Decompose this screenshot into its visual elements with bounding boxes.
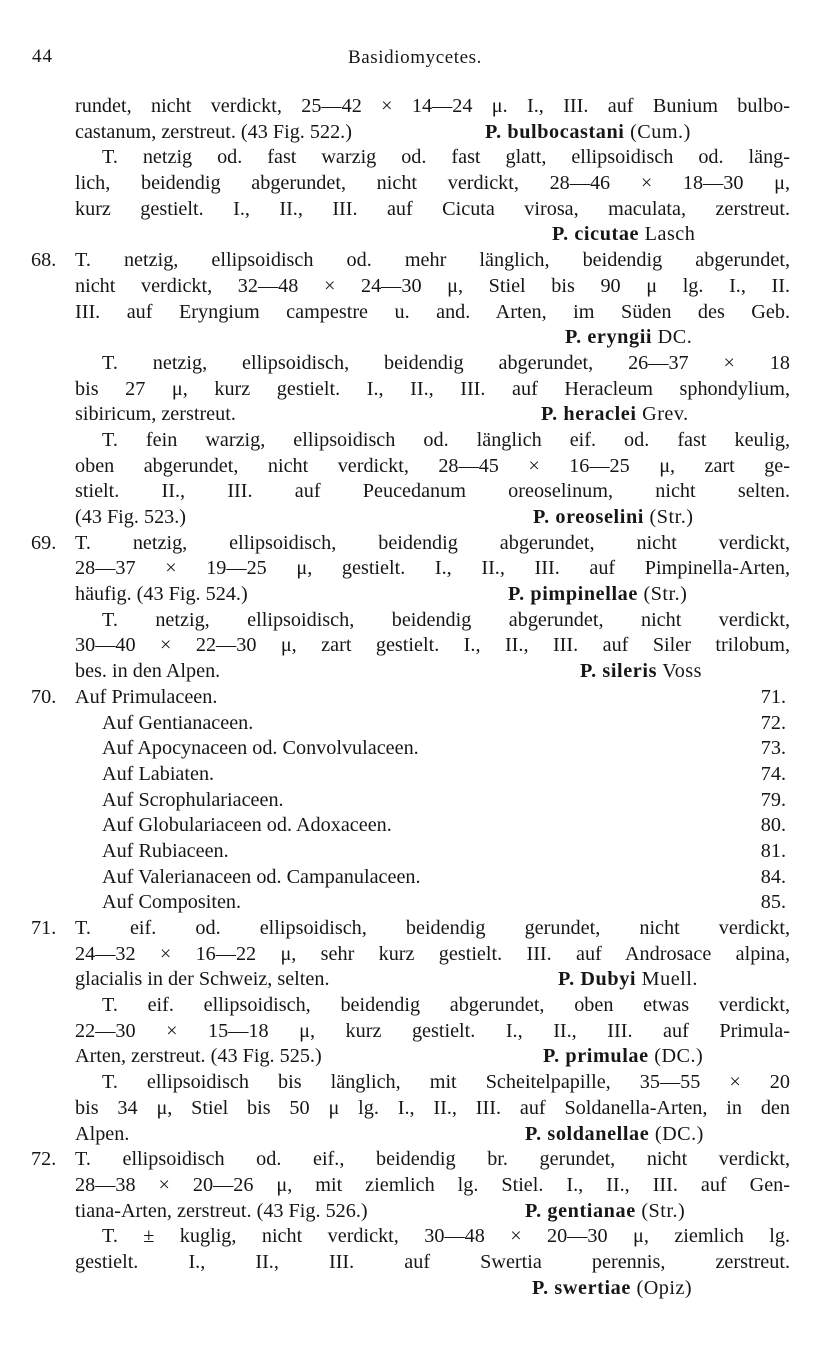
text-line	[0, 351, 830, 377]
description-text: oben abgerundet, nicht verdickt, 28—45 × 16—25 μ, zart ge-	[75, 454, 790, 477]
host-family-label: Auf Compositen.	[102, 891, 242, 914]
host-family-label: Auf Valerianaceen od. Campanulaceen.	[102, 865, 421, 888]
text-line	[0, 454, 830, 480]
species-author: Lasch	[639, 223, 696, 246]
couplet-reference: 71.	[760, 685, 786, 708]
text-line	[0, 479, 830, 505]
text-line	[0, 1224, 830, 1250]
description-text: sibiricum, zerstreut.	[75, 403, 236, 426]
species-binomial: P. oreoselini	[533, 506, 644, 528]
species-author: (Str.)	[635, 1199, 686, 1222]
text-line	[0, 608, 830, 634]
species-name	[543, 1044, 703, 1070]
species-binomial: P. soldanellae	[525, 1122, 650, 1145]
text-line	[0, 685, 830, 711]
text-line	[0, 993, 830, 1019]
text-line	[0, 1199, 830, 1225]
description-text: häufig. (43 Fig. 524.)	[75, 583, 248, 606]
species-author: Voss	[657, 660, 702, 683]
host-family-label: Auf Rubiaceen.	[102, 839, 229, 862]
text-line	[0, 942, 830, 968]
couplet-reference: 72.	[760, 711, 786, 734]
text-line	[0, 1070, 830, 1096]
text-line	[0, 890, 830, 916]
species-binomial: P. pimpinellae	[508, 583, 638, 606]
text-line	[0, 222, 830, 248]
species-name	[508, 582, 687, 608]
description-text: T. netzig, ellipsoidisch od. mehr länglich, beidendig abgerundet,	[75, 249, 790, 272]
text-line	[0, 145, 830, 171]
description-text: bis 27 μ, kurz gestielt. I., II., III. auf Heracleum sphondylium,	[75, 377, 790, 400]
text-line	[0, 325, 830, 351]
text-line	[0, 531, 830, 557]
species-name	[580, 659, 702, 685]
text-line	[0, 788, 830, 814]
species-author: Grev.	[636, 403, 689, 426]
host-family-label: Auf Labiaten.	[102, 762, 215, 785]
text-line	[0, 505, 830, 531]
running-title: Basidiomycetes.	[347, 47, 483, 68]
description-text: 28—37 × 19—25 μ, gestielt. I., II., III. auf Pimpinella-Arten,	[75, 557, 790, 580]
species-binomial: P. bulbocastani	[485, 120, 625, 143]
description-text: gestielt. I., II., III. auf Swertia perennis, zerstreut.	[75, 1250, 790, 1273]
description-text: castanum, zerstreut. (43 Fig. 522.)	[75, 120, 352, 143]
species-binomial: P. cicutae	[552, 223, 640, 246]
text-line	[0, 274, 830, 300]
description-text: T. ellipsoidisch od. eif., beidendig br. gerundet, nicht verdickt,	[75, 1148, 790, 1171]
couplet-reference: 73.	[760, 737, 786, 760]
text-line	[0, 1096, 830, 1122]
text-line	[0, 248, 830, 274]
host-family-label: Auf Apocynaceen od. Convolvulaceen.	[102, 737, 419, 760]
description-text: nicht verdickt, 32—48 × 24—30 μ, Stiel bis 90 μ lg. I., II.	[75, 274, 790, 297]
host-family-label: Auf Gentianaceen.	[102, 711, 254, 734]
species-binomial: P. sileris	[580, 660, 658, 683]
species-author: (DC.)	[648, 1045, 704, 1068]
species-name	[525, 1122, 704, 1148]
species-name	[558, 967, 698, 993]
species-author: (DC.)	[649, 1122, 704, 1145]
species-binomial: P. primulae	[543, 1045, 649, 1068]
description-text: 24—32 × 16—22 μ, sehr kurz gestielt. III. auf Androsace alpina,	[75, 942, 790, 965]
page-number: 44	[32, 46, 53, 67]
description-text: lich, beidendig abgerundet, nicht verdickt, 28—46 × 18—30 μ,	[75, 172, 790, 195]
species-binomial: P. Dubyi	[558, 968, 637, 991]
description-text: stielt. II., III. auf Peucedanum oreoselinum, nicht selten.	[75, 480, 790, 503]
description-text: T. netzig, ellipsoidisch, beidendig abgerundet, 26—37 × 18	[102, 351, 790, 374]
text-line	[0, 556, 830, 582]
text-line	[0, 120, 830, 146]
description-text: bis 34 μ, Stiel bis 50 μ lg. I., II., III. auf Soldanella-Arten, in den	[75, 1096, 790, 1119]
couplet-number: 72.	[31, 1148, 57, 1171]
text-line	[0, 197, 830, 223]
text-line	[0, 711, 830, 737]
text-line	[0, 582, 830, 608]
couplet-number: 71.	[31, 917, 57, 939]
description-text: T. ellipsoidisch bis länglich, mit Scheitelpapille, 35—55 × 20	[102, 1071, 790, 1094]
text-line	[0, 916, 830, 942]
host-family-label: Auf Globulariaceen od. Adoxaceen.	[102, 814, 392, 837]
species-binomial: P. eryngii	[565, 326, 653, 349]
species-name	[533, 505, 693, 531]
description-text: kurz gestielt. I., II., III. auf Cicuta virosa, maculata, zerstreut.	[75, 197, 790, 220]
host-family-label: Auf Primulaceen.	[75, 685, 218, 708]
description-text: bes. in den Alpen.	[75, 660, 221, 683]
text-line	[0, 377, 830, 403]
species-binomial: P. swertiae	[532, 1276, 631, 1299]
text-line	[0, 1044, 830, 1070]
couplet-reference: 84.	[760, 865, 786, 888]
description-text: Alpen.	[75, 1122, 130, 1145]
species-author: DC.	[652, 326, 693, 349]
description-text: III. auf Eryngium campestre u. and. Arten, im Süden des Geb.	[75, 300, 790, 323]
couplet-reference: 85.	[760, 891, 786, 914]
description-text: Arten, zerstreut. (43 Fig. 525.)	[75, 1045, 322, 1068]
text-line	[0, 94, 830, 120]
host-family-label: Auf Scrophulariaceen.	[102, 788, 284, 811]
description-text: T. netzig, ellipsoidisch, beidendig abgerundet, nicht verdickt,	[75, 531, 790, 554]
description-text: T. ± kuglig, nicht verdickt, 30—48 × 20—30 μ, ziemlich lg.	[102, 1225, 790, 1248]
text-line	[0, 1250, 830, 1276]
text-line	[0, 1147, 830, 1173]
text-line	[0, 1019, 830, 1045]
text-line	[0, 171, 830, 197]
text-line	[0, 736, 830, 762]
species-author: (Cum.)	[624, 120, 691, 143]
text-line	[0, 402, 830, 428]
description-text: T. eif. ellipsoidisch, beidendig abgerundet, oben etwas verdickt,	[102, 994, 790, 1017]
description-text: tiana-Arten, zerstreut. (43 Fig. 526.)	[75, 1199, 368, 1222]
page-header	[0, 46, 830, 76]
couplet-number: 70.	[31, 685, 57, 708]
description-text: glacialis in der Schweiz, selten.	[75, 968, 330, 991]
species-name	[565, 325, 692, 351]
species-name	[552, 222, 695, 248]
couplet-reference: 80.	[760, 814, 786, 837]
couplet-reference: 74.	[760, 762, 786, 785]
couplet-number: 69.	[31, 531, 57, 554]
species-author: (Str.)	[643, 506, 694, 528]
species-binomial: P. gentianae	[525, 1199, 636, 1222]
text-line	[0, 300, 830, 326]
text-line	[0, 1173, 830, 1199]
description-text: T. fein warzig, ellipsoidisch od. länglich eif. od. fast keulig,	[102, 428, 790, 451]
description-text: T. netzig, ellipsoidisch, beidendig abgerundet, nicht verdickt,	[102, 608, 790, 631]
text-line	[0, 762, 830, 788]
species-binomial: P. heraclei	[541, 403, 637, 426]
text-line	[0, 1276, 830, 1302]
species-author: (Str.)	[637, 583, 688, 606]
key-text	[0, 94, 830, 1301]
text-line	[0, 813, 830, 839]
couplet-reference: 79.	[760, 788, 786, 811]
species-name	[485, 120, 691, 146]
text-line	[0, 967, 830, 993]
couplet-number: 68.	[31, 249, 57, 272]
couplet-reference: 81.	[760, 839, 786, 862]
description-text: T. eif. od. ellipsoidisch, beidendig gerundet, nicht verdickt,	[75, 917, 790, 939]
text-line	[0, 865, 830, 891]
description-text: 30—40 × 22—30 μ, zart gestielt. I., II., III. auf Siler trilobum,	[75, 634, 790, 657]
description-text: T. netzig od. fast warzig od. fast glatt, ellipsoidisch od. läng-	[102, 146, 790, 169]
species-name	[541, 402, 689, 428]
description-text: 28—38 × 20—26 μ, mit ziemlich lg. Stiel. I., II., III. auf Gen-	[75, 1173, 790, 1196]
text-line	[0, 839, 830, 865]
text-line	[0, 428, 830, 454]
species-author: (Opiz)	[630, 1276, 693, 1299]
description-text: rundet, nicht verdickt, 25—42 × 14—24 μ. I., III. auf Bunium bulbo-	[75, 95, 790, 117]
species-author: Muell.	[636, 968, 698, 991]
description-text: (43 Fig. 523.)	[75, 506, 187, 528]
species-name	[525, 1199, 685, 1225]
species-name	[532, 1276, 692, 1302]
text-line	[0, 1122, 830, 1148]
description-text: 22—30 × 15—18 μ, kurz gestielt. I., II., III. auf Primula-	[75, 1019, 790, 1042]
text-line	[0, 633, 830, 659]
text-line	[0, 659, 830, 685]
